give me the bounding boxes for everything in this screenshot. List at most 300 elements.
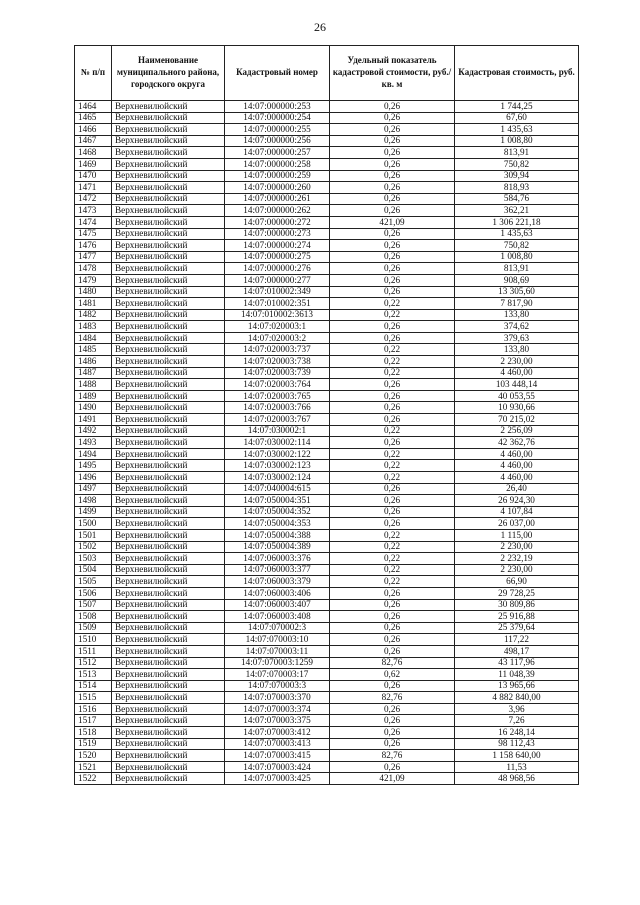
cell-specific-value: 0,26 [330,715,455,727]
cell-municipality: Верхневилюйский [112,274,225,286]
cell-municipality: Верхневилюйский [112,332,225,344]
table-row [75,692,579,704]
cell-cadastral-number: 14:07:000000:276 [225,263,330,275]
cell-cadastral-number: 14:07:050004:351 [225,495,330,507]
table-row [75,599,579,611]
cell-row-number: 1504 [75,564,112,576]
table-row [75,703,579,715]
page-number: 26 [314,20,326,34]
table-body [75,101,579,785]
table-row [75,437,579,449]
cell-cadastral-number: 14:07:070003:10 [225,634,330,646]
cell-specific-value: 0,26 [330,611,455,623]
cell-cadastral-cost: 7,26 [455,715,579,727]
cell-municipality: Верхневилюйский [112,112,225,124]
table-row [75,669,579,681]
cell-cadastral-cost: 103 448,14 [455,379,579,391]
cell-row-number: 1476 [75,240,112,252]
table-row [75,321,579,333]
cell-cadastral-cost: 98 112,43 [455,738,579,750]
cell-cadastral-number: 14:07:060003:406 [225,587,330,599]
cell-cadastral-number: 14:07:010002:3613 [225,309,330,321]
table-row [75,216,579,228]
cell-specific-value: 0,26 [330,483,455,495]
table-header-row [75,46,579,101]
cell-municipality: Верхневилюйский [112,564,225,576]
cell-specific-value: 0,26 [330,182,455,194]
cell-cadastral-number: 14:07:000000:273 [225,228,330,240]
cell-cadastral-cost: 1 306 221,18 [455,216,579,228]
cell-municipality: Верхневилюйский [112,170,225,182]
cell-municipality: Верхневилюйский [112,657,225,669]
cell-municipality: Верхневилюйский [112,240,225,252]
cell-specific-value: 0,26 [330,634,455,646]
cell-cadastral-cost: 4 460,00 [455,448,579,460]
table-row [75,761,579,773]
cell-municipality: Верхневилюйский [112,321,225,333]
cell-specific-value: 0,26 [330,124,455,136]
cell-specific-value: 0,26 [330,135,455,147]
cell-cadastral-number: 14:07:020003:2 [225,332,330,344]
cell-cadastral-cost: 750,82 [455,240,579,252]
cell-cadastral-cost: 43 117,96 [455,657,579,669]
cell-row-number: 1464 [75,101,112,113]
cell-row-number: 1473 [75,205,112,217]
cell-cadastral-number: 14:07:000000:261 [225,193,330,205]
table-row [75,390,579,402]
cell-row-number: 1522 [75,773,112,785]
table-row [75,634,579,646]
cell-municipality: Верхневилюйский [112,367,225,379]
cell-cadastral-number: 14:07:030002:123 [225,460,330,472]
table-row [75,448,579,460]
cell-cadastral-cost: 1 115,00 [455,529,579,541]
cell-specific-value: 0,26 [330,112,455,124]
cell-municipality: Верхневилюйский [112,205,225,217]
table-row [75,425,579,437]
cell-specific-value: 0,26 [330,390,455,402]
table-row [75,483,579,495]
cell-cadastral-number: 14:07:050004:353 [225,518,330,530]
cell-row-number: 1490 [75,402,112,414]
cell-cadastral-cost: 25 916,88 [455,611,579,623]
cell-municipality: Верхневилюйский [112,147,225,159]
cell-cadastral-number: 14:07:060003:408 [225,611,330,623]
cell-row-number: 1465 [75,112,112,124]
cell-specific-value: 0,26 [330,263,455,275]
cell-row-number: 1466 [75,124,112,136]
cell-row-number: 1494 [75,448,112,460]
cell-specific-value: 0,26 [330,761,455,773]
cell-municipality: Верхневилюйский [112,645,225,657]
cell-row-number: 1507 [75,599,112,611]
cell-cadastral-cost: 67,60 [455,112,579,124]
cell-cadastral-cost: 2 230,00 [455,541,579,553]
cell-cadastral-number: 14:07:000000:272 [225,216,330,228]
cell-municipality: Верхневилюйский [112,158,225,170]
header-row-number: № п/п [75,46,112,101]
cell-specific-value: 0,26 [330,587,455,599]
cell-specific-value: 0,26 [330,599,455,611]
cell-municipality: Верхневилюйский [112,680,225,692]
cell-municipality: Верхневилюйский [112,692,225,704]
cell-municipality: Верхневилюйский [112,193,225,205]
cell-specific-value: 0,22 [330,344,455,356]
cell-row-number: 1519 [75,738,112,750]
cell-municipality: Верхневилюйский [112,553,225,565]
cell-cadastral-number: 14:07:030002:114 [225,437,330,449]
cell-specific-value: 0,22 [330,576,455,588]
cell-row-number: 1521 [75,761,112,773]
cell-row-number: 1492 [75,425,112,437]
table-row [75,645,579,657]
cell-cadastral-cost: 2 230,00 [455,356,579,368]
cell-cadastral-cost: 2 232,19 [455,553,579,565]
cell-specific-value: 0,22 [330,541,455,553]
table-row [75,240,579,252]
cell-cadastral-number: 14:07:070003:415 [225,750,330,762]
table-row [75,263,579,275]
cell-row-number: 1477 [75,251,112,263]
cell-municipality: Верхневилюйский [112,472,225,484]
cell-specific-value: 82,76 [330,657,455,669]
cell-row-number: 1472 [75,193,112,205]
cell-cadastral-cost: 26 924,30 [455,495,579,507]
table-row [75,147,579,159]
cell-cadastral-cost: 26,40 [455,483,579,495]
cell-cadastral-cost: 133,80 [455,344,579,356]
cell-specific-value: 0,22 [330,529,455,541]
cell-municipality: Верхневилюйский [112,286,225,298]
table-row [75,587,579,599]
cell-municipality: Верхневилюйский [112,634,225,646]
cell-specific-value: 0,26 [330,332,455,344]
cell-cadastral-number: 14:07:010002:349 [225,286,330,298]
cell-cadastral-number: 14:07:050004:352 [225,506,330,518]
table-row [75,274,579,286]
cell-cadastral-number: 14:07:020003:765 [225,390,330,402]
cell-cadastral-number: 14:07:000000:274 [225,240,330,252]
cell-cadastral-cost: 11,53 [455,761,579,773]
cell-municipality: Верхневилюйский [112,738,225,750]
cell-cadastral-number: 14:07:030002:122 [225,448,330,460]
cell-cadastral-cost: 4 460,00 [455,472,579,484]
table-row [75,101,579,113]
cell-municipality: Верхневилюйский [112,773,225,785]
cell-row-number: 1469 [75,158,112,170]
cell-row-number: 1470 [75,170,112,182]
cell-municipality: Верхневилюйский [112,182,225,194]
cell-specific-value: 0,22 [330,425,455,437]
cell-cadastral-number: 14:07:000000:277 [225,274,330,286]
cell-municipality: Верхневилюйский [112,228,225,240]
table-row [75,622,579,634]
cell-specific-value: 0,26 [330,170,455,182]
cell-row-number: 1475 [75,228,112,240]
table-row [75,251,579,263]
cell-row-number: 1500 [75,518,112,530]
cell-cadastral-cost: 117,22 [455,634,579,646]
cell-cadastral-number: 14:07:070003:375 [225,715,330,727]
cell-cadastral-number: 14:07:000000:259 [225,170,330,182]
cell-cadastral-number: 14:07:000000:262 [225,205,330,217]
cell-row-number: 1483 [75,321,112,333]
cell-cadastral-number: 14:07:070003:370 [225,692,330,704]
table-row [75,124,579,136]
cell-cadastral-cost: 813,91 [455,147,579,159]
cell-cadastral-cost: 7 817,90 [455,298,579,310]
cell-specific-value: 82,76 [330,692,455,704]
cell-cadastral-number: 14:07:000000:260 [225,182,330,194]
cell-row-number: 1508 [75,611,112,623]
cell-cadastral-number: 14:07:020003:764 [225,379,330,391]
cell-municipality: Верхневилюйский [112,344,225,356]
cell-cadastral-number: 14:07:020003:739 [225,367,330,379]
cell-row-number: 1480 [75,286,112,298]
cell-specific-value: 0,26 [330,379,455,391]
cell-cadastral-cost: 13 305,60 [455,286,579,298]
cell-cadastral-number: 14:07:050004:389 [225,541,330,553]
cell-municipality: Верхневилюйский [112,298,225,310]
cell-cadastral-cost: 1 008,80 [455,251,579,263]
cell-municipality: Верхневилюйский [112,541,225,553]
cell-cadastral-cost: 362,21 [455,205,579,217]
cell-cadastral-number: 14:07:040004:615 [225,483,330,495]
cell-municipality: Верхневилюйский [112,495,225,507]
cell-specific-value: 0,22 [330,356,455,368]
cell-cadastral-cost: 40 053,55 [455,390,579,402]
cell-cadastral-cost: 4 460,00 [455,367,579,379]
cell-row-number: 1487 [75,367,112,379]
cell-specific-value: 0,26 [330,727,455,739]
cell-municipality: Верхневилюйский [112,402,225,414]
cell-municipality: Верхневилюйский [112,101,225,113]
cell-specific-value: 421,09 [330,216,455,228]
cell-specific-value: 0,26 [330,321,455,333]
cell-cadastral-number: 14:07:060003:379 [225,576,330,588]
cell-row-number: 1495 [75,460,112,472]
cell-municipality: Верхневилюйский [112,506,225,518]
table-row [75,472,579,484]
cell-specific-value: 0,26 [330,228,455,240]
cell-row-number: 1512 [75,657,112,669]
cadastral-value-table [74,45,579,785]
table-row [75,286,579,298]
cell-cadastral-cost: 584,76 [455,193,579,205]
table-row [75,367,579,379]
cell-row-number: 1467 [75,135,112,147]
cell-specific-value: 82,76 [330,750,455,762]
cell-specific-value: 421,09 [330,773,455,785]
cell-municipality: Верхневилюйский [112,251,225,263]
cell-cadastral-number: 14:07:020003:766 [225,402,330,414]
cell-cadastral-number: 14:07:020003:1 [225,321,330,333]
table-row [75,506,579,518]
cell-cadastral-number: 14:07:070003:412 [225,727,330,739]
cell-specific-value: 0,26 [330,738,455,750]
cell-cadastral-cost: 813,91 [455,263,579,275]
cell-row-number: 1486 [75,356,112,368]
cell-cadastral-number: 14:07:000000:255 [225,124,330,136]
cell-specific-value: 0,26 [330,158,455,170]
table-row [75,576,579,588]
cell-specific-value: 0,26 [330,240,455,252]
cell-specific-value: 0,26 [330,414,455,426]
cell-specific-value: 0,22 [330,553,455,565]
table-row [75,135,579,147]
cell-cadastral-number: 14:07:070003:17 [225,669,330,681]
table-row [75,298,579,310]
cell-municipality: Верхневилюйский [112,703,225,715]
cell-cadastral-cost: 26 037,00 [455,518,579,530]
cell-row-number: 1511 [75,645,112,657]
cell-municipality: Верхневилюйский [112,356,225,368]
cell-cadastral-number: 14:07:000000:275 [225,251,330,263]
cell-cadastral-number: 14:07:070003:425 [225,773,330,785]
cell-specific-value: 0,22 [330,448,455,460]
cell-cadastral-cost: 1 435,63 [455,228,579,240]
cell-specific-value: 0,22 [330,309,455,321]
table-row [75,112,579,124]
cell-cadastral-cost: 4 107,84 [455,506,579,518]
cell-municipality: Верхневилюйский [112,460,225,472]
cell-cadastral-cost: 2 230,00 [455,564,579,576]
cell-cadastral-cost: 133,80 [455,309,579,321]
cell-specific-value: 0,26 [330,437,455,449]
table-row [75,680,579,692]
cell-row-number: 1517 [75,715,112,727]
cell-cadastral-cost: 374,62 [455,321,579,333]
cell-cadastral-cost: 10 930,66 [455,402,579,414]
cell-cadastral-number: 14:07:000000:256 [225,135,330,147]
cell-municipality: Верхневилюйский [112,309,225,321]
cell-municipality: Верхневилюйский [112,611,225,623]
cell-cadastral-cost: 25 379,64 [455,622,579,634]
table-row [75,564,579,576]
cell-cadastral-cost: 498,17 [455,645,579,657]
cell-municipality: Верхневилюйский [112,437,225,449]
cell-municipality: Верхневилюйский [112,576,225,588]
cell-cadastral-cost: 66,90 [455,576,579,588]
header-municipality: Наименование муниципального района, городского округа [112,46,225,101]
cell-row-number: 1479 [75,274,112,286]
cell-specific-value: 0,26 [330,251,455,263]
cell-cadastral-cost: 1 158 640,00 [455,750,579,762]
cell-cadastral-cost: 908,69 [455,274,579,286]
cell-row-number: 1489 [75,390,112,402]
table-row [75,750,579,762]
cell-cadastral-cost: 16 248,14 [455,727,579,739]
table-row [75,553,579,565]
cell-row-number: 1482 [75,309,112,321]
cell-cadastral-cost: 818,93 [455,182,579,194]
cell-cadastral-cost: 1 435,63 [455,124,579,136]
cell-municipality: Верхневилюйский [112,425,225,437]
table-row [75,657,579,669]
cell-cadastral-number: 14:07:070003:413 [225,738,330,750]
header-cadastral-number: Кадастровый номер [225,46,330,101]
cell-cadastral-cost: 70 215,02 [455,414,579,426]
cell-municipality: Верхневилюйский [112,390,225,402]
cell-specific-value: 0,26 [330,506,455,518]
cell-row-number: 1503 [75,553,112,565]
cell-row-number: 1510 [75,634,112,646]
cell-municipality: Верхневилюйский [112,622,225,634]
table-row [75,379,579,391]
cell-row-number: 1506 [75,587,112,599]
cell-municipality: Верхневилюйский [112,263,225,275]
cell-row-number: 1481 [75,298,112,310]
cell-row-number: 1502 [75,541,112,553]
cell-cadastral-number: 14:07:060003:376 [225,553,330,565]
cell-cadastral-number: 14:07:060003:407 [225,599,330,611]
table-row [75,773,579,785]
cell-cadastral-cost: 3,96 [455,703,579,715]
cell-specific-value: 0,26 [330,645,455,657]
cell-municipality: Верхневилюйский [112,414,225,426]
cell-cadastral-number: 14:07:070002:3 [225,622,330,634]
cell-cadastral-number: 14:07:000000:257 [225,147,330,159]
cell-specific-value: 0,26 [330,101,455,113]
cell-cadastral-number: 14:07:010002:351 [225,298,330,310]
table-row [75,205,579,217]
cell-cadastral-cost: 48 968,56 [455,773,579,785]
cell-specific-value: 0,22 [330,460,455,472]
table-row [75,611,579,623]
cell-row-number: 1484 [75,332,112,344]
cell-cadastral-number: 14:07:070003:1259 [225,657,330,669]
cell-row-number: 1505 [75,576,112,588]
cell-municipality: Верхневилюйский [112,529,225,541]
cell-specific-value: 0,26 [330,622,455,634]
table-row [75,414,579,426]
cell-cadastral-cost: 11 048,39 [455,669,579,681]
cell-cadastral-number: 14:07:070003:424 [225,761,330,773]
cell-cadastral-cost: 1 008,80 [455,135,579,147]
cell-cadastral-cost: 379,63 [455,332,579,344]
table-row [75,356,579,368]
cell-cadastral-cost: 4 460,00 [455,460,579,472]
cell-municipality: Верхневилюйский [112,483,225,495]
cell-cadastral-cost: 4 882 840,00 [455,692,579,704]
cell-cadastral-number: 14:07:070003:11 [225,645,330,657]
cell-row-number: 1509 [75,622,112,634]
table-row [75,402,579,414]
cell-cadastral-cost: 1 744,25 [455,101,579,113]
cell-municipality: Верхневилюйский [112,124,225,136]
cell-cadastral-number: 14:07:070003:3 [225,680,330,692]
cell-specific-value: 0,26 [330,495,455,507]
cell-row-number: 1485 [75,344,112,356]
cell-cadastral-cost: 13 965,66 [455,680,579,692]
cell-cadastral-cost: 29 728,25 [455,587,579,599]
cell-municipality: Верхневилюйский [112,379,225,391]
cadastral-table-container [74,45,578,785]
cell-cadastral-number: 14:07:060003:377 [225,564,330,576]
header-cadastral-cost: Кадастровая стоимость, руб. [455,46,579,101]
cell-cadastral-number: 14:07:030002:1 [225,425,330,437]
table-row [75,158,579,170]
cell-row-number: 1516 [75,703,112,715]
cell-row-number: 1518 [75,727,112,739]
cell-specific-value: 0,26 [330,703,455,715]
table-row [75,228,579,240]
table-row [75,727,579,739]
cell-row-number: 1499 [75,506,112,518]
cell-cadastral-cost: 30 809,86 [455,599,579,611]
table-row [75,529,579,541]
cell-specific-value: 0,26 [330,680,455,692]
